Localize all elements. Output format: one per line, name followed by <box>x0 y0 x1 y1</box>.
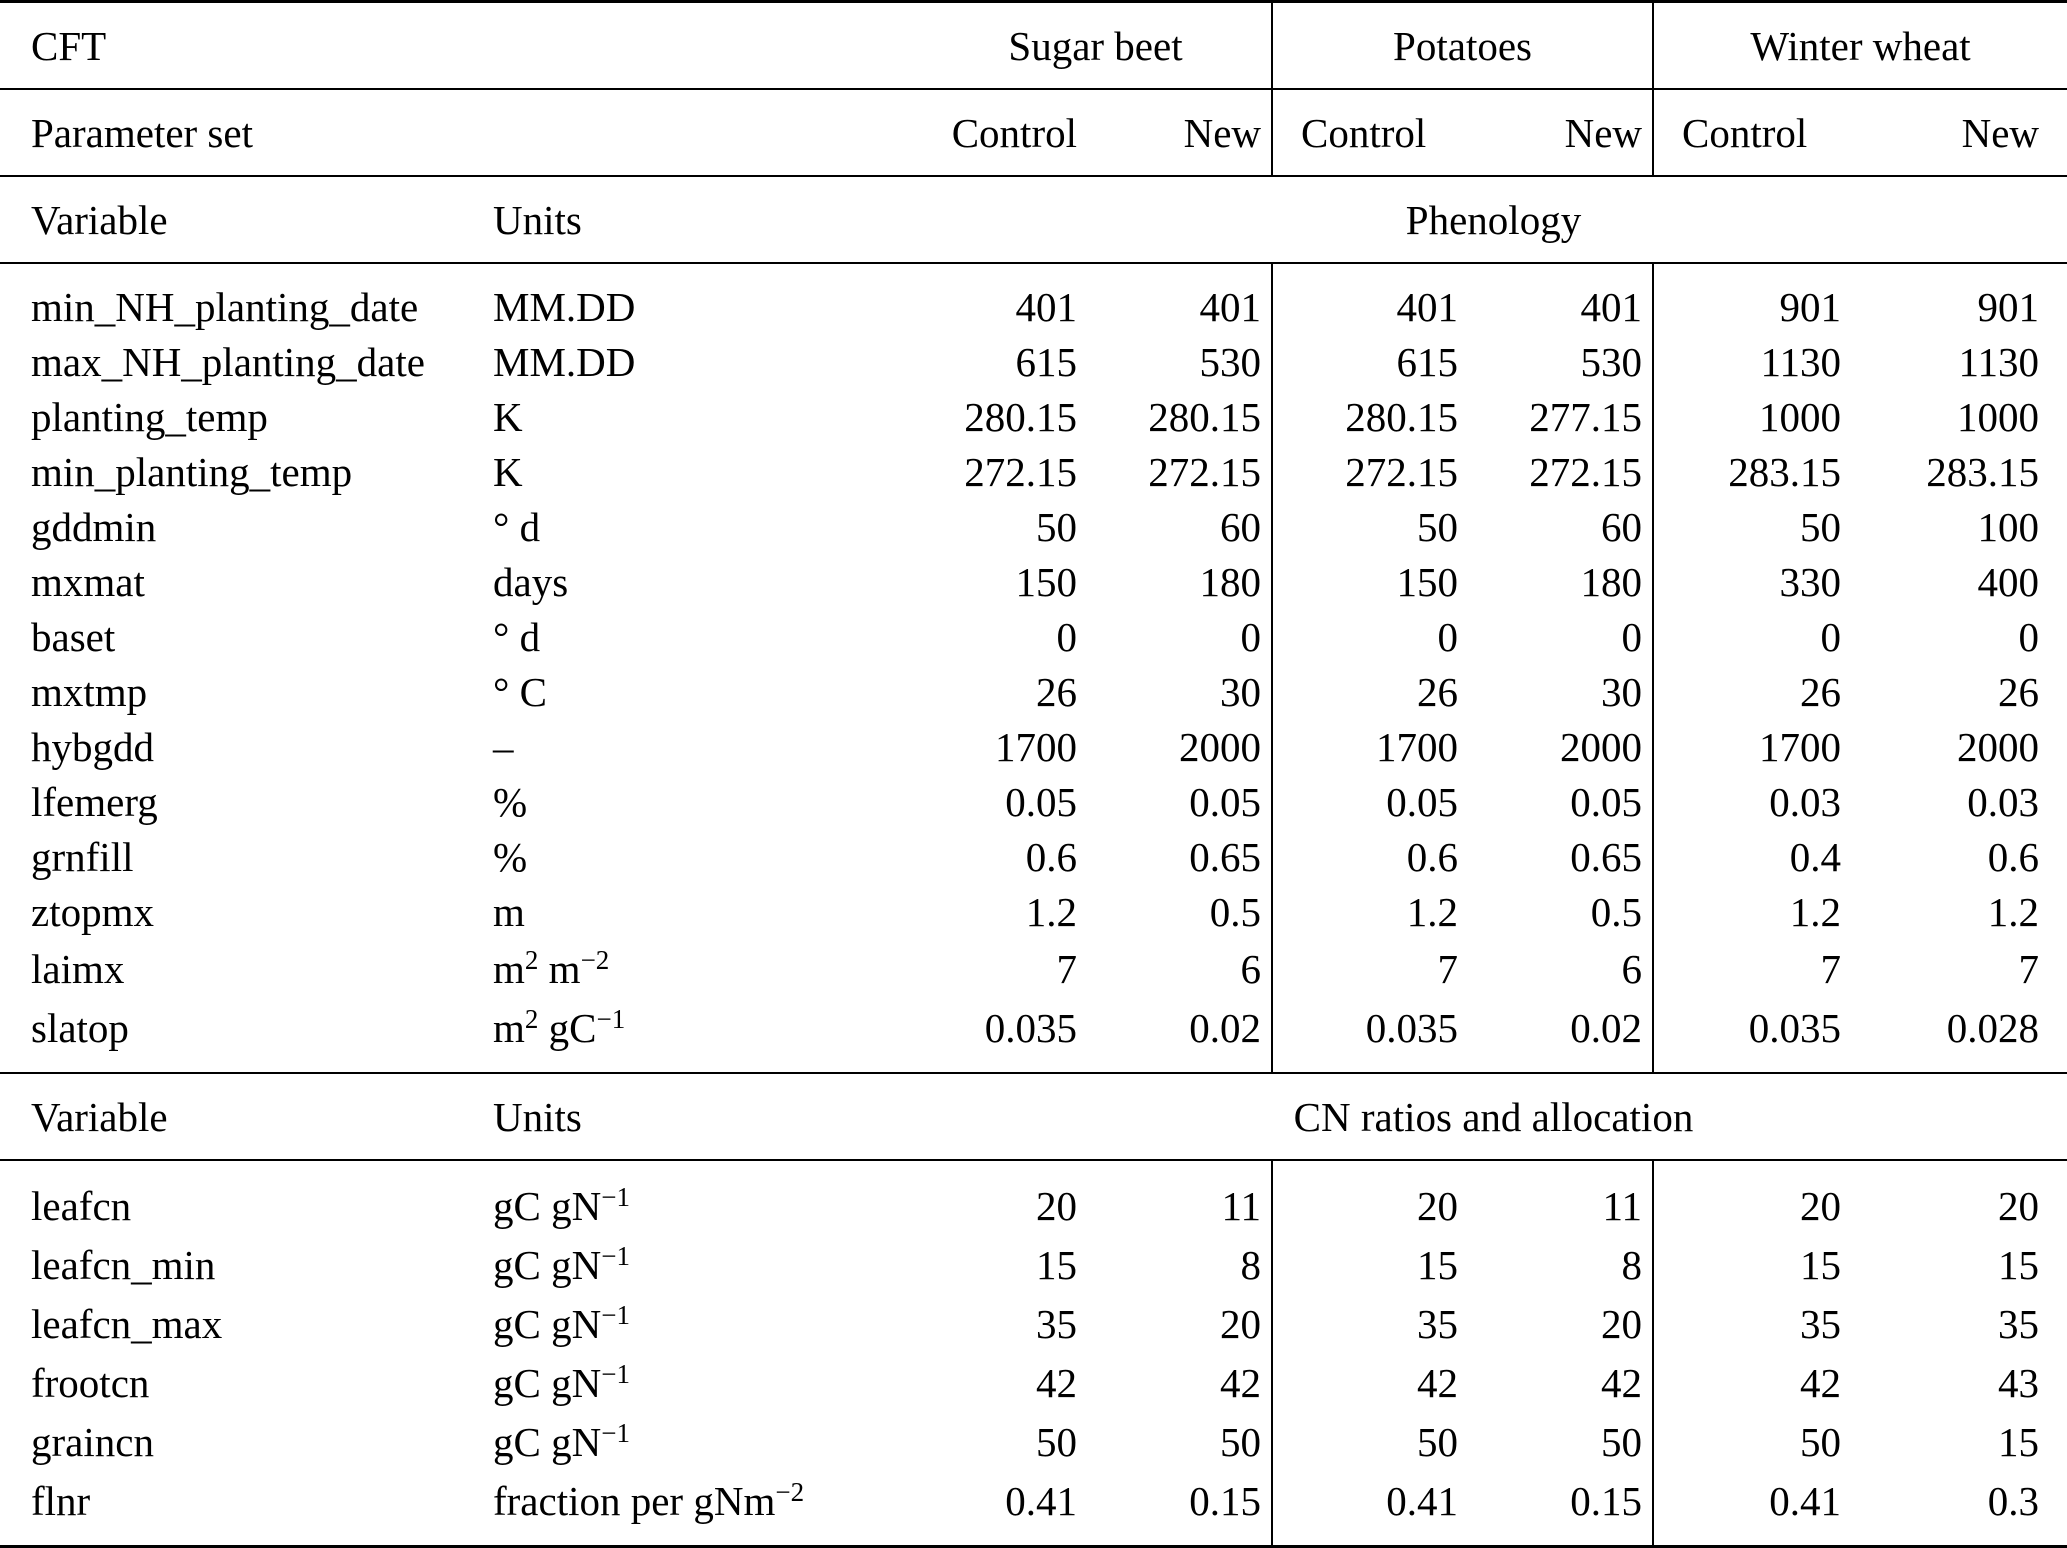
variable-name: planting_temp <box>31 394 268 440</box>
table-row <box>0 335 2067 390</box>
value-cell: 6 <box>1087 940 1272 999</box>
value-cell: 330 <box>1779 559 1842 605</box>
value-cell: 0 <box>1468 610 1653 665</box>
variable-name: leafcn_min <box>31 1242 216 1288</box>
table-row <box>0 775 2067 830</box>
value-cell: 180 <box>1468 555 1653 610</box>
variable-name: max_NH_planting_date <box>31 339 425 385</box>
value-cell: 26 <box>1998 669 2040 715</box>
unit-text: MM.DD <box>493 339 636 385</box>
unit-text: gC gN <box>493 1419 602 1465</box>
value-cell: 272.15 <box>964 449 1077 495</box>
value-cell: 26 <box>1417 669 1459 715</box>
value-cell: 2000 <box>1087 720 1272 775</box>
value-cell: 280.15 <box>1345 394 1459 440</box>
value-cell: 50 <box>1036 1419 1077 1465</box>
value-cell: 0.65 <box>1087 830 1272 885</box>
unit-text: K <box>493 449 523 495</box>
value-cell: 400 <box>1977 559 2040 605</box>
value-cell: 15 <box>1036 1242 1077 1288</box>
table-row <box>0 1413 2067 1472</box>
parameter-set-label: Parameter set <box>0 89 493 176</box>
value-cell: 401 <box>1087 280 1272 335</box>
value-cell: 280.15 <box>964 394 1077 440</box>
variable-name: lfemerg <box>31 779 158 825</box>
unit-text: ° d <box>493 614 541 660</box>
value-cell: 42 <box>1036 1360 1077 1406</box>
cft-header-row <box>0 2 2067 90</box>
value-cell: 7 <box>1056 946 1077 992</box>
value-cell: 1.2 <box>1987 889 2040 935</box>
value-cell: 15 <box>1417 1242 1459 1288</box>
unit-exponent: −1 <box>601 1300 630 1330</box>
value-cell: 1.2 <box>1406 889 1459 935</box>
value-cell: 150 <box>1396 559 1459 605</box>
unit-cell <box>493 445 920 500</box>
table-row <box>0 555 2067 610</box>
value-cell: 2000 <box>1468 720 1653 775</box>
unit-cell <box>493 885 920 940</box>
value-cell: 277.15 <box>1468 390 1653 445</box>
value-cell: 401 <box>1396 284 1459 330</box>
value-cell: 0.65 <box>1468 830 1653 885</box>
value-cell: 1.2 <box>1789 889 1842 935</box>
value-cell: 6 <box>1468 940 1653 999</box>
value-cell: 530 <box>1468 335 1653 390</box>
value-cell: 0 <box>1087 610 1272 665</box>
value-cell: 272.15 <box>1468 445 1653 500</box>
value-cell: 0.05 <box>1005 779 1077 825</box>
value-cell: 15 <box>1800 1242 1842 1288</box>
variable-name: min_NH_planting_date <box>31 284 419 330</box>
unit-text: m <box>493 889 525 935</box>
value-cell: 530 <box>1087 335 1272 390</box>
unit-cell <box>493 1236 920 1295</box>
unit-cell <box>493 720 920 775</box>
value-cell: 7 <box>1820 946 1842 992</box>
value-cell: 0.41 <box>1769 1478 1842 1524</box>
unit-text: – <box>493 724 514 770</box>
value-cell: 20 <box>1800 1183 1842 1229</box>
variable-name: mxmat <box>31 559 145 605</box>
table-row <box>0 1354 2067 1413</box>
table-row <box>0 445 2067 500</box>
table-row <box>0 999 2067 1058</box>
variable-column-label: Variable <box>0 1073 493 1160</box>
table-row <box>0 885 2067 940</box>
unit-cell <box>493 665 920 720</box>
unit-exponent: 2 <box>524 945 539 975</box>
variable-name: gddmin <box>31 504 157 550</box>
unit-cell <box>493 390 920 445</box>
table-row <box>0 390 2067 445</box>
value-cell: 283.15 <box>1728 449 1842 495</box>
value-cell: 615 <box>1396 339 1459 385</box>
variable-name: hybgdd <box>31 724 154 770</box>
value-cell: 8 <box>1087 1236 1272 1295</box>
value-cell: 0.035 <box>1748 1005 1842 1051</box>
value-cell: 50 <box>1468 1413 1653 1472</box>
value-cell: 11 <box>1468 1177 1653 1236</box>
variable-name: grnfill <box>31 834 134 880</box>
table-row <box>0 280 2067 335</box>
value-cell: 0.6 <box>1406 834 1459 880</box>
value-cell: 0.05 <box>1468 775 1653 830</box>
value-cell: 0.03 <box>1967 779 2040 825</box>
unit-text: gC gN <box>493 1301 602 1347</box>
pset-potatoes-control: Control <box>1272 89 1468 176</box>
variable-name: slatop <box>31 1005 129 1051</box>
table-row <box>0 1177 2067 1236</box>
value-cell: 30 <box>1468 665 1653 720</box>
value-cell: 0 <box>2018 614 2040 660</box>
value-cell: 0.05 <box>1386 779 1459 825</box>
value-cell: 1000 <box>1759 394 1842 440</box>
unit-text: MM.DD <box>493 284 636 330</box>
variable-name: leafcn_max <box>31 1301 223 1347</box>
unit-text-secondary: gC <box>538 1005 597 1051</box>
unit-cell <box>493 335 920 390</box>
value-cell: 0.035 <box>984 1005 1077 1051</box>
pset-sugar-beet-new: New <box>1087 89 1272 176</box>
value-cell: 401 <box>1015 284 1077 330</box>
variable-name: leafcn <box>31 1183 132 1229</box>
table-row <box>0 500 2067 555</box>
value-cell: 0.15 <box>1087 1472 1272 1531</box>
value-cell: 42 <box>1800 1360 1842 1406</box>
section-header-row <box>0 1073 2067 1160</box>
value-cell: 42 <box>1468 1354 1653 1413</box>
variable-name: laimx <box>31 946 125 992</box>
variable-column-label: Variable <box>0 176 493 263</box>
unit-text: fraction per gNm <box>493 1478 776 1524</box>
value-cell: 50 <box>1417 1419 1459 1465</box>
value-cell: 180 <box>1087 555 1272 610</box>
variable-name: mxtmp <box>31 669 148 715</box>
parameter-set-row <box>0 89 2067 176</box>
table-row <box>0 1236 2067 1295</box>
crop-header-winter-wheat: Winter wheat <box>1653 2 2067 90</box>
value-cell: 20 <box>1998 1183 2040 1229</box>
value-cell: 35 <box>1036 1301 1077 1347</box>
value-cell: 1130 <box>1760 339 1842 385</box>
value-cell: 0.5 <box>1087 885 1272 940</box>
value-cell: 0 <box>1820 614 1842 660</box>
value-cell: 280.15 <box>1087 390 1272 445</box>
variable-name: flnr <box>31 1478 91 1524</box>
unit-cell <box>493 775 920 830</box>
unit-cell <box>493 1354 920 1413</box>
value-cell: 42 <box>1417 1360 1459 1406</box>
unit-cell <box>493 1295 920 1354</box>
value-cell: 20 <box>1417 1183 1459 1229</box>
unit-exponent: −1 <box>601 1182 630 1212</box>
value-cell: 1700 <box>995 724 1077 770</box>
crop-header-sugar-beet: Sugar beet <box>920 2 1272 90</box>
table-row <box>0 940 2067 999</box>
value-cell: 401 <box>1468 280 1653 335</box>
value-cell: 0.02 <box>1468 999 1653 1058</box>
pset-sugar-beet-control: Control <box>920 89 1087 176</box>
table-row <box>0 720 2067 775</box>
variable-name: frootcn <box>31 1360 150 1406</box>
unit-text: gC gN <box>493 1183 602 1229</box>
section-header-row <box>0 176 2067 263</box>
unit-cell <box>493 940 920 999</box>
value-cell: 60 <box>1087 500 1272 555</box>
value-cell: 0.05 <box>1087 775 1272 830</box>
units-column-label: Units <box>493 176 920 263</box>
value-cell: 0.5 <box>1468 885 1653 940</box>
unit-text: gC gN <box>493 1360 602 1406</box>
table-row <box>0 665 2067 720</box>
pset-potatoes-new: New <box>1468 89 1653 176</box>
section-title: CN ratios and allocation <box>920 1073 2067 1160</box>
unit-exponent-secondary: −1 <box>596 1004 626 1034</box>
value-cell: 50 <box>1800 1419 1842 1465</box>
value-cell: 15 <box>1998 1419 2040 1465</box>
variable-name: ztopmx <box>31 889 154 935</box>
value-cell: 20 <box>1468 1295 1653 1354</box>
value-cell: 30 <box>1087 665 1272 720</box>
unit-exponent: −1 <box>601 1241 630 1271</box>
value-cell: 1000 <box>1957 394 2040 440</box>
unit-cell <box>493 280 920 335</box>
value-cell: 20 <box>1036 1183 1077 1229</box>
pset-winter-wheat-control: Control <box>1653 89 1851 176</box>
unit-exponent: −2 <box>775 1477 805 1507</box>
value-cell: 0.41 <box>1005 1478 1077 1524</box>
value-cell: 8 <box>1468 1236 1653 1295</box>
table-row <box>0 830 2067 885</box>
value-cell: 0.028 <box>1946 1005 2040 1051</box>
variable-name: min_planting_temp <box>31 449 353 495</box>
value-cell: 35 <box>1800 1301 1842 1347</box>
value-cell: 2000 <box>1957 724 2040 770</box>
value-cell: 50 <box>1417 504 1459 550</box>
value-cell: 35 <box>1998 1301 2040 1347</box>
unit-exponent-secondary: −2 <box>580 945 610 975</box>
value-cell: 26 <box>1036 669 1077 715</box>
unit-text: K <box>493 394 523 440</box>
value-cell: 0.41 <box>1386 1478 1459 1524</box>
value-cell: 50 <box>1036 504 1077 550</box>
value-cell: 11 <box>1087 1177 1272 1236</box>
unit-cell <box>493 830 920 885</box>
value-cell: 43 <box>1998 1360 2040 1406</box>
value-cell: 0.3 <box>1987 1478 2040 1524</box>
value-cell: 7 <box>2018 946 2040 992</box>
value-cell: 1130 <box>1958 339 2040 385</box>
value-cell: 0.15 <box>1468 1472 1653 1531</box>
value-cell: 1700 <box>1759 724 1842 770</box>
unit-text: % <box>493 834 528 880</box>
unit-cell <box>493 1472 920 1531</box>
unit-cell <box>493 500 920 555</box>
unit-text: ° C <box>493 669 547 715</box>
value-cell: 283.15 <box>1926 449 2040 495</box>
value-cell: 0 <box>1437 614 1459 660</box>
units-column-label: Units <box>493 1073 920 1160</box>
unit-exponent: −1 <box>601 1359 630 1389</box>
unit-cell <box>493 555 920 610</box>
variable-name: baset <box>31 614 116 660</box>
unit-exponent: 2 <box>524 1004 539 1034</box>
value-cell: 15 <box>1998 1242 2040 1288</box>
crop-header-potatoes: Potatoes <box>1272 2 1653 90</box>
value-cell: 0.6 <box>1025 834 1077 880</box>
unit-text: days <box>493 559 569 605</box>
value-cell: 0.03 <box>1769 779 1842 825</box>
unit-cell <box>493 610 920 665</box>
unit-exponent: −1 <box>601 1418 630 1448</box>
value-cell: 0.02 <box>1087 999 1272 1058</box>
pset-winter-wheat-new: New <box>1851 89 2067 176</box>
unit-text: ° d <box>493 504 541 550</box>
value-cell: 1.2 <box>1025 889 1077 935</box>
value-cell: 42 <box>1087 1354 1272 1413</box>
unit-cell <box>493 999 920 1058</box>
value-cell: 0.4 <box>1789 834 1842 880</box>
value-cell: 272.15 <box>1087 445 1272 500</box>
value-cell: 60 <box>1468 500 1653 555</box>
variable-name: graincn <box>31 1419 154 1465</box>
value-cell: 0.035 <box>1365 1005 1459 1051</box>
value-cell: 0 <box>1056 614 1077 660</box>
unit-text-secondary: m <box>538 946 581 992</box>
value-cell: 0.6 <box>1987 834 2040 880</box>
value-cell: 901 <box>1779 284 1842 330</box>
unit-cell <box>493 1177 920 1236</box>
unit-cell <box>493 1413 920 1472</box>
unit-text: m <box>493 946 525 992</box>
value-cell: 1700 <box>1376 724 1459 770</box>
value-cell: 7 <box>1437 946 1459 992</box>
unit-text: m <box>493 1005 525 1051</box>
value-cell: 615 <box>1015 339 1077 385</box>
unit-text: % <box>493 779 528 825</box>
section-title: Phenology <box>920 176 2067 263</box>
value-cell: 35 <box>1417 1301 1459 1347</box>
value-cell: 50 <box>1087 1413 1272 1472</box>
value-cell: 150 <box>1015 559 1077 605</box>
table-row <box>0 1472 2067 1531</box>
unit-text: gC gN <box>493 1242 602 1288</box>
value-cell: 50 <box>1800 504 1842 550</box>
table-row <box>0 1295 2067 1354</box>
value-cell: 272.15 <box>1345 449 1459 495</box>
value-cell: 901 <box>1977 284 2040 330</box>
value-cell: 20 <box>1087 1295 1272 1354</box>
table-row <box>0 610 2067 665</box>
cft-label: CFT <box>0 2 493 90</box>
value-cell: 100 <box>1977 504 2040 550</box>
value-cell: 26 <box>1800 669 1842 715</box>
